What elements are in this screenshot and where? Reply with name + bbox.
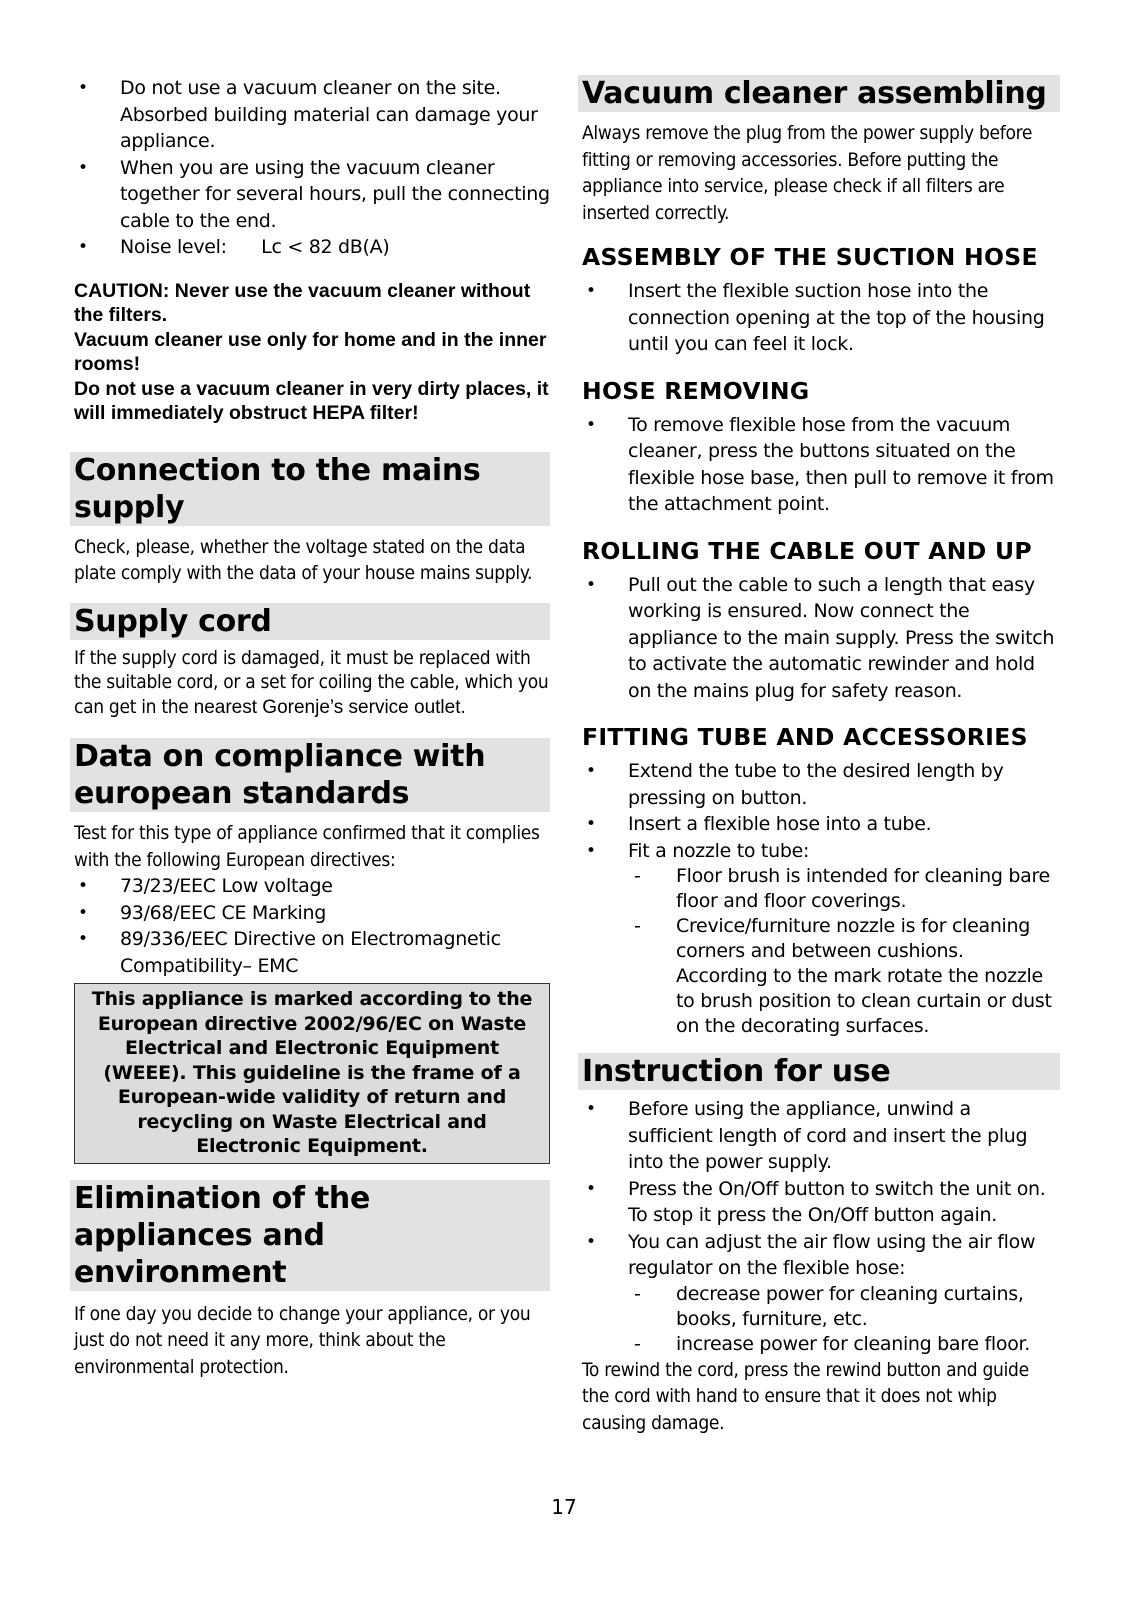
assembling-text: Always remove the plug from the power supply before fitting or removing accessories. Before putting the appliance into service, please check if all filters are inserted correctly. [582, 122, 1033, 224]
dash-item: - increase power for cleaning bare floor. [628, 1332, 1060, 1357]
list-item: • Insert a flexible hose into a tube. [582, 811, 1060, 838]
rewind-text: To rewind the cord, press the rewind button and guide the cord with hand to ensure that it does not whip causing damage. [582, 1358, 1029, 1434]
suction-hose-list [582, 278, 1060, 358]
intro-bullet-list [74, 75, 550, 261]
page-number: 17 [551, 1495, 577, 1519]
section-heading-compliance: Data on compliance with european standards [70, 738, 550, 812]
list-item: • 73/23/EEC Low voltage [74, 873, 550, 900]
list-item [582, 838, 1060, 1040]
list-item: • 89/336/EEC Directive on Electromagnetic Compatibility– EMC [74, 926, 550, 979]
section-heading-instruction: Instruction for use [578, 1053, 1060, 1090]
list-item: • Press the On/Off button to switch the unit on. To stop it press the On/Off button again. [582, 1176, 1060, 1229]
caution-line: Do not use a vacuum cleaner in very dirty places, it will immediately obstruct HEPA filter! [74, 377, 549, 424]
list-item-text: Fit a nozzle to tube: [628, 839, 810, 862]
caution-line: Vacuum cleaner use only for home and in the inner rooms! [74, 328, 547, 375]
subheading-suction-hose: ASSEMBLY OF THE SUCTION HOSE [582, 243, 1038, 271]
compliance-text: Test for this type of appliance confirmed that it complies with the following European directives: [74, 822, 540, 871]
subheading-hose-removing: HOSE REMOVING [582, 376, 810, 405]
subheading-cable: ROLLING THE CABLE OUT AND UP [582, 536, 1032, 565]
section-heading-assembling: Vacuum cleaner assembling [578, 75, 1060, 112]
list-item [582, 1229, 1060, 1357]
list-item: • 93/68/EEC CE Marking [74, 900, 550, 927]
list-item: • To remove flexible hose from the vacuum cleaner, press the buttons situated on the flexible hose base, then pull to remove it from the attachment point. [582, 412, 1060, 518]
dash-item: - decrease power for cleaning curtains, books, furniture, etc. [628, 1282, 1060, 1332]
fitting-list [582, 758, 1060, 1039]
right-column [582, 75, 1060, 1436]
airflow-dash-list [628, 1282, 1060, 1357]
dash-item: - Floor brush is intended for cleaning bare floor and floor coverings. [628, 864, 1060, 914]
section-heading-mains: Connection to the mains supply [70, 452, 550, 526]
section-heading-supply-cord: Supply cord [70, 603, 550, 640]
caution-block [74, 279, 550, 426]
supply-cord-text-end: nearest Gorenje’s service outlet. [193, 696, 466, 718]
weee-notice-box: This appliance is marked according to the European directive 2002/96/EC on Waste Electrical and Electronic Equipment (WEEE). This guideline is the frame of a European-wide validity of return and recycling on Waste Electrical and Electronic Equipment. [74, 983, 550, 1164]
section-heading-elimination: Elimination of the appliances and environment [70, 1180, 550, 1291]
subheading-fitting: FITTING TUBE AND ACCESSORIES [582, 723, 1028, 751]
left-column [74, 75, 550, 1380]
supply-cord-text-main: If the supply cord is damaged, it must be replaced with the suitable cord, or a set for coiling the cable, which you can get in the [74, 646, 549, 718]
list-item: • Before using the appliance, unwind a sufficient length of cord and insert the plug into the power supply. [582, 1096, 1060, 1176]
list-item: • When you are using the vacuum cleaner together for several hours, pull the connecting cable to the end. [74, 155, 550, 235]
nozzle-dash-list [628, 864, 1060, 1039]
mains-text: Check, please, whether the voltage stated on the data plate comply with the data of your house mains supply. [74, 535, 533, 584]
cable-list [582, 572, 1060, 705]
list-item-text: You can adjust the air flow using the air flow regulator on the flexible hose: [628, 1230, 1036, 1279]
dash-item: - Crevice/furniture nozzle is for cleaning corners and between cushions. According to the mark rotate the nozzle to brush position to clean curtain or dust on the decorating surfaces. [628, 914, 1060, 1039]
hose-removing-list [582, 412, 1060, 518]
directive-list [74, 873, 550, 979]
caution-line: CAUTION: Never use the vacuum cleaner without the filters. [74, 279, 531, 326]
supply-cord-text [74, 646, 550, 721]
list-item: • Noise level: Lc < 82 dB(A) [74, 234, 550, 261]
list-item: • Extend the tube to the desired length by pressing on button. [582, 758, 1060, 811]
list-item: • Insert the flexible suction hose into the connection opening at the top of the housing until you can feel it lock. [582, 278, 1060, 358]
list-item: • Pull out the cable to such a length that easy working is ensured. Now connect the appliance to the main supply. Press the switch to activate the automatic rewinder and hold on the mains plug for safety reason. [582, 572, 1060, 705]
instruction-list [582, 1096, 1060, 1357]
list-item: • Do not use a vacuum cleaner on the site. Absorbed building material can damage your appliance. [74, 75, 550, 155]
elimination-text: If one day you decide to change your appliance, or you just do not need it any more, think about the environmental protection. [74, 1302, 531, 1378]
